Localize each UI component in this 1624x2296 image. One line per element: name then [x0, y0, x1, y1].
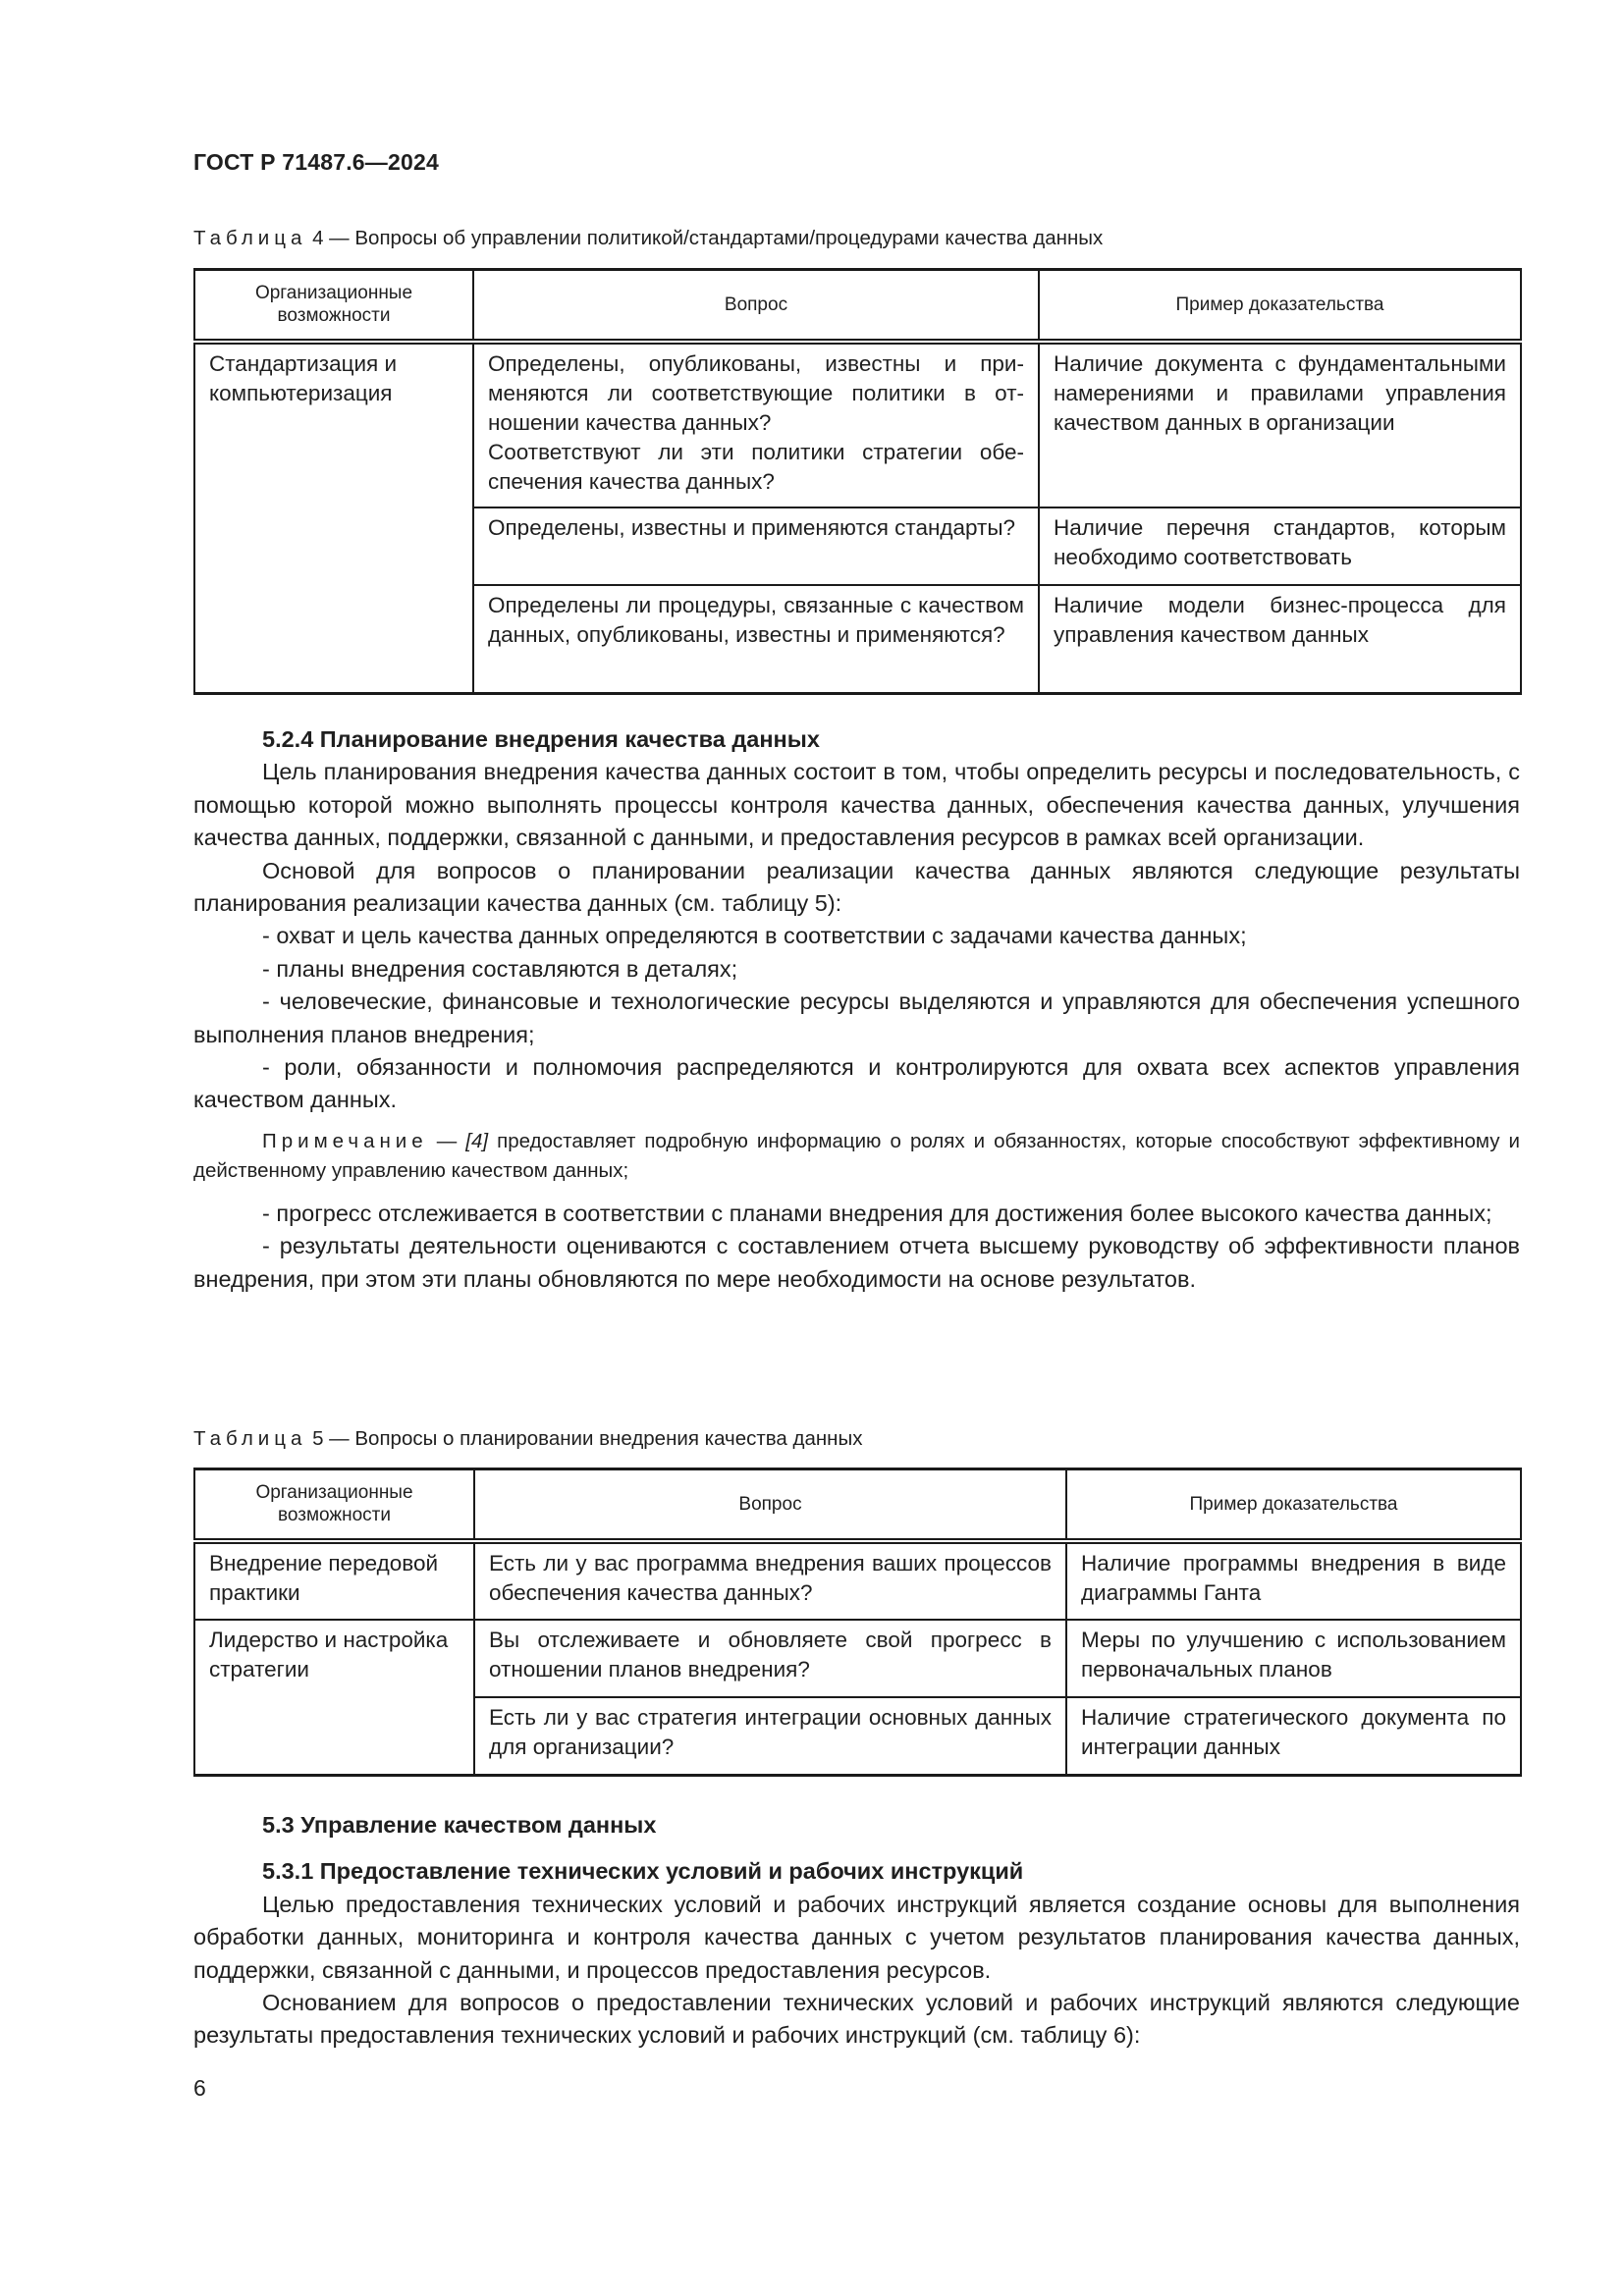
paragraph: Основанием для вопросов о предоставлении технических условий и рабочих инструкций являются следующие результаты предоставления технических условий и рабочих инструкций (см. таблицу 6):: [193, 1990, 1520, 2049]
document-code-header: ГОСТ Р 71487.6—2024: [193, 149, 439, 175]
table4-question-cell: Определены, известны и применяются стандарты?: [473, 507, 1039, 585]
table4-question-cell: [473, 342, 1039, 507]
table4-evidence-cell: Наличие документа с фундаментальными намерениями и правилами управления качеством данных в организации: [1039, 342, 1521, 507]
table4-header-capability: Организационные возможности: [194, 270, 473, 342]
section-heading: 5.3 Управление качеством данных: [262, 1812, 657, 1838]
note-text: предоставляет подробную информацию о ролях и обязанностях, которые способствуют эффективному и действенному управлению качеством данных;: [193, 1129, 1520, 1182]
table4-capability-cell: Стандартизация и компьютеризация: [194, 342, 473, 694]
list-item: - роли, обязанности и полномочия распределяются и контролируются для охвата всех аспектов управления качеством данных.: [193, 1054, 1520, 1113]
list-item: - прогресс отслеживается в соответствии с планами внедрения для достижения более высокого качества данных;: [262, 1200, 1492, 1226]
note: [193, 1127, 1520, 1186]
paragraph: Основой для вопросов о планировании реализации качества данных являются следующие результаты планирования реализации качества данных (см. таблицу 5):: [193, 857, 1520, 917]
note-label: Примечание: [262, 1129, 428, 1152]
table5-caption-prefix: Таблица: [193, 1427, 307, 1450]
table4-question-cell: Определены ли процедуры, связанные с качеством данных, опубликованы, известны и применяются?: [473, 585, 1039, 694]
section-5-3: [193, 1809, 1520, 2053]
table5-caption: [193, 1426, 862, 1452]
table5-question-cell: Есть ли у вас стратегия интеграции основных данных для организации?: [474, 1697, 1066, 1776]
table-5: [193, 1468, 1522, 1777]
table5-header-question: Вопрос: [474, 1469, 1066, 1541]
question-text: Определены, опубликованы, известны и применяются ли соответствующие политики в отношении качества данных?: [488, 350, 1024, 435]
note-dash: —: [427, 1129, 466, 1152]
table5-capability-cell: Внедрение передовой практики: [194, 1541, 474, 1620]
table4-caption: [193, 226, 1103, 251]
paragraph: Цель планирования внедрения качества данных состоит в том, чтобы определить ресурсы и последовательность, с помощью которой можно выполнять процессы контроля качества данных, обеспечения качества данных, улучшения качества данных, поддержки, связанной с данными, и предоставления ресурсов в рамках всей организации.: [193, 759, 1520, 851]
table4-caption-prefix: Таблица: [193, 227, 307, 249]
table5-header-evidence: Пример доказательства: [1066, 1469, 1521, 1541]
page-number: 6: [193, 2075, 206, 2101]
list-item: - результаты деятельности оцениваются с составлением отчета высшему руководству об эффективности планов внедрения, при этом эти планы обновляются по мере необходимости на основе результатов.: [193, 1233, 1520, 1292]
table-4: [193, 268, 1522, 695]
table4-header-evidence: Пример доказательства: [1039, 270, 1521, 342]
table4-caption-text: 4 — Вопросы об управлении политикой/стандартами/процедурами качества данных: [306, 227, 1104, 249]
table5-evidence-cell: Меры по улучшению с использованием первоначальных планов: [1066, 1620, 1521, 1697]
subsection-heading: 5.3.1 Предоставление технических условий и рабочих инструкций: [262, 1858, 1024, 1885]
table-row: [194, 1541, 1521, 1620]
table-row: [194, 342, 1521, 507]
list-item: - человеческие, финансовые и технологические ресурсы выделяются и управляются для обеспечения успешного выполнения планов внедрения;: [193, 988, 1520, 1047]
table4-evidence-cell: Наличие модели бизнес-процесса для управления качеством данных: [1039, 585, 1521, 694]
table-row: [194, 1620, 1521, 1697]
table4-evidence-cell: Наличие перечня стандартов, которым необходимо соответствовать: [1039, 507, 1521, 585]
table5-question-cell: Есть ли у вас программа внедрения ваших процессов обеспечения качества данных?: [474, 1541, 1066, 1620]
table5-evidence-cell: Наличие программы внедрения в виде диаграммы Ганта: [1066, 1541, 1521, 1620]
list-item: - планы внедрения составляются в деталях;: [262, 955, 738, 982]
table4-header-question: Вопрос: [473, 270, 1039, 342]
table5-header-capability: Организационные возможности: [194, 1469, 474, 1541]
table5-caption-text: 5 — Вопросы о планировании внедрения качества данных: [306, 1427, 863, 1450]
section-heading: 5.2.4 Планирование внедрения качества данных: [262, 726, 820, 752]
list-item: - охват и цель качества данных определяются в соответствии с задачами качества данных;: [262, 923, 1247, 949]
paragraph: Целью предоставления технических условий и рабочих инструкций является создание основы для выполнения обработки данных, мониторинга и контроля качества данных с учетом результатов планирования качества данных, поддержки, связанной с данными, и процессов предоставления ресурсов.: [193, 1891, 1520, 1983]
section-5-2-4: [193, 723, 1520, 1296]
table5-capability-cell: Лидерство и настройка стратегии: [194, 1620, 474, 1776]
question-text: Соответствуют ли эти политики стратегии обеспечения качества данных?: [488, 439, 1024, 494]
reference-link[interactable]: [4]: [465, 1129, 489, 1152]
table5-evidence-cell: Наличие стратегического документа по интеграции данных: [1066, 1697, 1521, 1776]
table5-question-cell: Вы отслеживаете и обновляете свой прогресс в отношении планов внедрения?: [474, 1620, 1066, 1697]
